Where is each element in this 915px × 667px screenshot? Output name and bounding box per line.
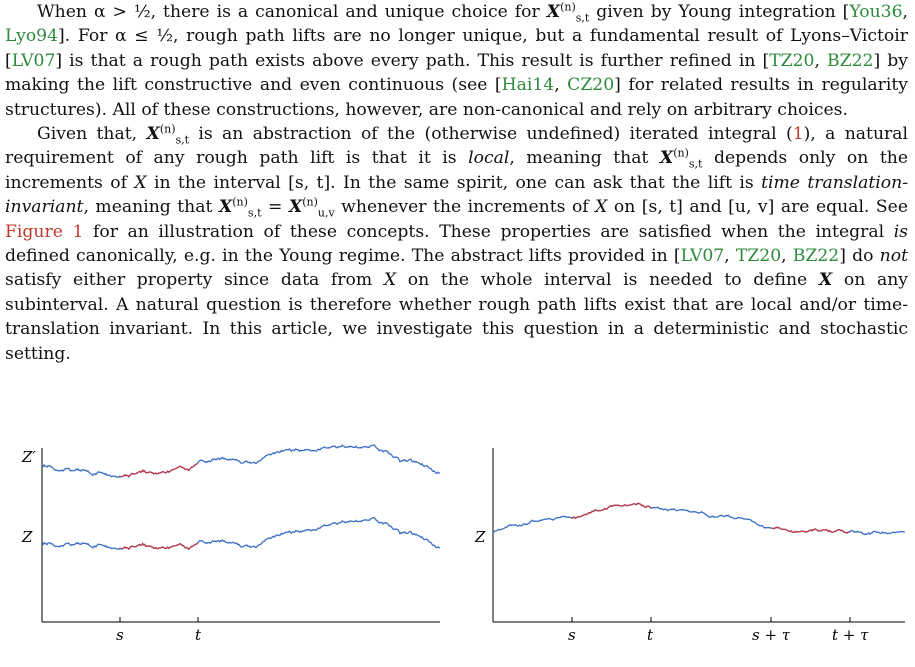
text: , meaning that [83,197,219,218]
math-X: X [218,197,233,218]
sep: , [781,246,793,267]
emph-is: is [893,221,909,242]
citation-link[interactable]: BZ22 [792,246,840,267]
text: ]. For α ≤ ½, rough path lifts are no longer unique, but a fundamental result of Lyons–Victoir [ [5,26,908,71]
math-X: X [659,148,674,169]
tick-label-s-tau: s + τ [752,626,791,644]
path-z-highlight [121,543,198,549]
math-X: X [818,270,833,291]
equation-link[interactable]: 1 [792,124,804,145]
math-X: X [595,197,608,218]
text: depends only on the increments of [5,148,908,193]
math-X: X [288,197,303,218]
right-panel [474,448,905,644]
text: on any subinterval. A natural question is therefore whether rough path lifts exist that are local and/or time-translation invariant. In this article, we investigate this question in a deterministic and stochastic setting. [5,270,909,364]
math-sub: s,t [247,206,262,220]
path-right-highlight-1 [573,503,652,518]
text: ] by making the lift constructive and even continuous (see [ [5,50,908,96]
text: is an abstraction of the (otherwise undefined) iterated integral ( [189,124,793,145]
path-zprime-highlight [121,463,198,476]
text: Given that, [37,124,147,145]
label-z: Z [22,528,33,546]
path-right-highlight-2 [772,527,849,533]
text: ] do [839,246,880,267]
text: When α > ½, there is a canonical and unique choice for [37,2,547,22]
text: in the interval [s, t]. In the same spirit, one can ask that the lift is [146,172,762,193]
math-sub: u,v [317,206,335,220]
tick-label-t: t [195,626,202,644]
text: given by Young integration [ [589,2,850,22]
citation-link[interactable]: Lyo94 [5,26,59,47]
citation-link[interactable]: TZ20 [769,50,815,71]
tick-label-s: s [116,626,124,644]
left-panel [21,445,440,644]
math-X: X [146,124,160,145]
citation-link[interactable]: LV07 [680,246,725,267]
equals: = [261,197,289,218]
tick-label-s: s [568,626,576,644]
math-X: X [546,2,561,22]
emph-local: local [468,148,510,169]
math-sup: (n) [302,195,318,209]
text: satisfy either property since data from [5,270,384,291]
text: ] is that a rough path exists above every path. This result is further refined in [ [55,50,770,71]
citation-link[interactable]: CZ20 [567,75,615,96]
math-sup: (n) [560,0,576,14]
math-X: X [134,172,147,193]
text: on the whole interval is needed to define [396,270,819,291]
text: whenever the increments of [334,197,596,218]
math-sub: s,t [575,11,590,25]
path-zprime [42,445,440,477]
citation-link[interactable]: You36 [849,2,903,22]
text: ] for related results in regularity structures). All of these constructions, however, are non-canonical and rely on arbitrary choices. [5,75,908,120]
tick-label-t: t [647,626,654,644]
citation-link[interactable]: TZ20 [735,246,782,267]
tick-label-t-tau: t + τ [832,626,869,644]
sep: , [554,75,568,96]
text: , meaning that [509,148,660,169]
sep: , [724,246,736,267]
path-right [493,503,905,534]
math-sup: (n) [232,195,248,209]
math-X: X [383,270,397,291]
emph-not: not [879,246,908,267]
citation-link[interactable]: Hai14 [501,75,555,96]
label-zprime: Z′ [22,448,36,466]
citation-link[interactable]: BZ22 [827,50,874,71]
math-sup: (n) [673,146,689,160]
figure-link[interactable]: Figure 1 [5,221,84,242]
sep: , [814,50,828,71]
label-z-right: Z [475,528,486,546]
text: on [s, t] and [u, v] are equal. See [607,197,909,218]
text: ), a natural requirement of any rough path lift is that it is [5,124,908,169]
path-z [42,518,440,550]
math-sub: s,t [688,157,703,171]
text: defined canonically, e.g. in the Young regime. The abstract lifts provided in [ [5,246,681,267]
emph-tti: time translation-invariant [5,172,909,218]
sep: , [902,2,908,22]
math-sub: s,t [175,133,190,147]
text: for an illustration of these concepts. These properties are satisfied when the integral [83,221,894,242]
math-sup: (n) [159,122,176,136]
citation-link[interactable]: LV07 [11,50,56,71]
